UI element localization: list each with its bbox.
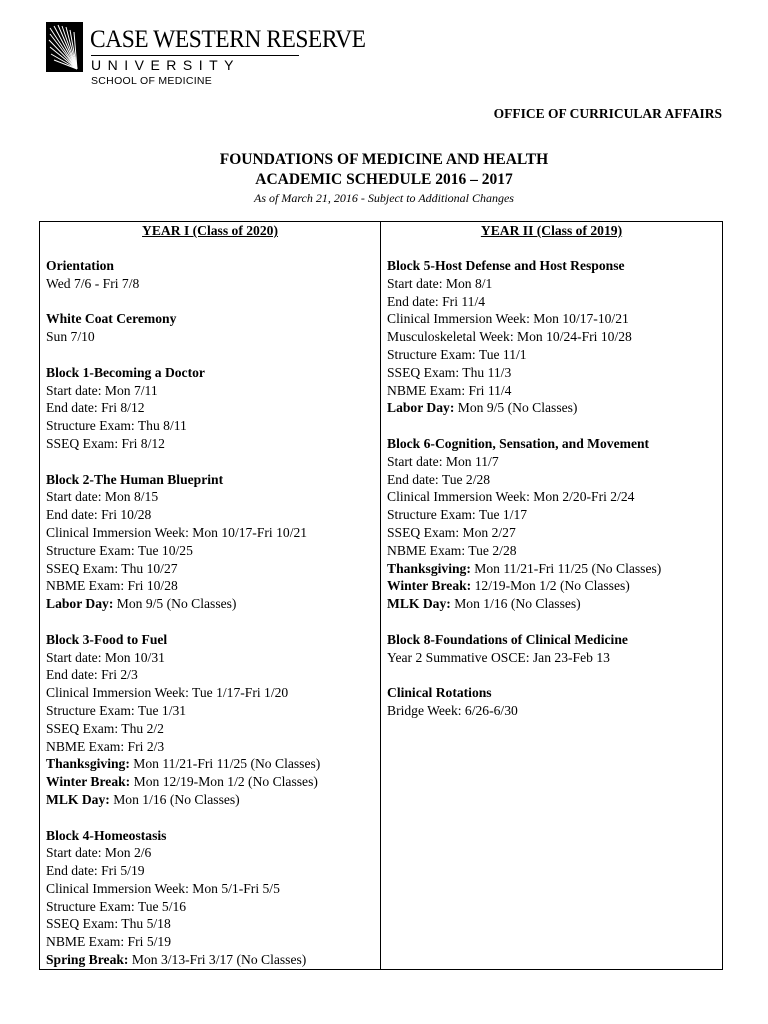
office-name: OFFICE OF CURRICULAR AFFAIRS <box>493 106 722 121</box>
schedule-line-text: Start date: Mon 10/31 <box>46 649 165 665</box>
schedule-line-text: Start date: Mon 8/15 <box>46 489 159 505</box>
block-title: Block 5-Host Defense and Host Response <box>387 258 625 273</box>
schedule-line-label: Thanksgiving: <box>46 756 130 772</box>
schedule-line <box>46 328 374 346</box>
schedule-block <box>387 435 716 613</box>
document-title-2: ACADEMIC SCHEDULE 2016 – 2017 <box>255 171 513 188</box>
schedule-block <box>46 364 374 453</box>
schedule-line-text: NBME Exam: Fri 10/28 <box>46 578 178 594</box>
schedule-line <box>46 951 374 969</box>
schedule-line <box>387 346 716 364</box>
schedule-line-text: SSEQ Exam: Thu 5/18 <box>46 916 171 932</box>
schedule-line <box>387 453 716 471</box>
block-title: Orientation <box>46 258 114 273</box>
schedule-line-text: Mon 9/5 (No Classes) <box>113 596 237 612</box>
schedule-line <box>387 560 716 578</box>
block-title: Block 6-Cognition, Sensation, and Movement <box>387 435 650 451</box>
schedule-line-text: End date: Fri 10/28 <box>46 507 152 523</box>
schedule-block <box>387 684 716 720</box>
year2-column <box>381 222 722 969</box>
schedule-line <box>46 862 374 880</box>
schedule-line-text: Mon 9/5 (No Classes) <box>454 400 578 416</box>
schedule-line-label: MLK Day: <box>46 791 110 807</box>
block-title: Block 4-Homeostasis <box>46 827 167 843</box>
block-title: Clinical Rotations <box>387 685 492 701</box>
block-title: White Coat Ceremony <box>46 311 177 327</box>
schedule-line <box>46 577 374 595</box>
schedule-line-text: Structure Exam: Tue 11/1 <box>387 346 527 362</box>
schedule-line <box>46 542 374 560</box>
schedule-line-text: Start date: Mon 11/7 <box>387 453 499 469</box>
schedule-line-label: Winter Break: <box>46 774 131 790</box>
schedule-line <box>46 435 374 453</box>
schedule-line-text: Mon 1/16 (No Classes) <box>109 791 240 807</box>
schedule-line-label: Spring Break: <box>46 952 129 968</box>
schedule-line <box>46 666 374 684</box>
schedule-line-text: End date: Tue 2/28 <box>387 471 491 487</box>
schedule-line <box>46 488 374 506</box>
schedule-block <box>387 257 716 417</box>
schedule-line <box>46 417 374 435</box>
schedule-line-text: Clinical Immersion Week: Tue 1/17-Fri 1/20 <box>46 685 289 701</box>
schedule-line-text: Structure Exam: Tue 1/31 <box>46 702 187 718</box>
schedule-line <box>46 755 374 773</box>
schedule-line-text: NBME Exam: Tue 2/28 <box>387 542 517 558</box>
schedule-line <box>46 720 374 738</box>
schedule-line-text: Structure Exam: Thu 8/11 <box>46 418 187 434</box>
schedule-table <box>39 221 723 970</box>
schedule-block <box>46 471 374 613</box>
schedule-line-text: Bridge Week: 6/26-6/30 <box>387 702 518 718</box>
schedule-line-text: SSEQ Exam: Thu 2/2 <box>46 720 164 736</box>
schedule-line <box>46 844 374 862</box>
schedule-line <box>46 275 374 293</box>
schedule-line <box>387 328 716 346</box>
schedule-line <box>46 880 374 898</box>
schedule-line-text: Structure Exam: Tue 5/16 <box>46 898 187 914</box>
schedule-line-label: Winter Break: <box>387 578 472 594</box>
schedule-line-text: Structure Exam: Tue 10/25 <box>46 542 193 558</box>
schedule-line <box>46 595 374 613</box>
schedule-line-label: MLK Day: <box>387 596 451 612</box>
year1-heading: YEAR I (Class of 2020) <box>142 223 278 238</box>
schedule-line-text: Mon 1/16 (No Classes) <box>450 596 581 612</box>
schedule-line-label: Labor Day: <box>387 400 455 416</box>
schedule-line-text: NBME Exam: Fri 2/3 <box>46 738 165 754</box>
schedule-line <box>387 649 716 667</box>
schedule-line-text: Wed 7/6 - Fri 7/8 <box>46 275 140 291</box>
schedule-line-text: 12/19-Mon 1/2 (No Classes) <box>471 578 630 594</box>
schedule-line-text: Mon 11/21-Fri 11/25 (No Classes) <box>470 560 662 576</box>
block-title: Block 2-The Human Blueprint <box>46 471 224 487</box>
schedule-block <box>46 827 374 969</box>
schedule-line <box>387 524 716 542</box>
schedule-line <box>387 382 716 400</box>
logo-university-word: UNIVERSITY <box>91 55 299 73</box>
schedule-line <box>387 702 716 720</box>
schedule-line <box>387 293 716 311</box>
schedule-line <box>387 399 716 417</box>
schedule-line <box>46 684 374 702</box>
schedule-line-text: Year 2 Summative OSCE: Jan 23-Feb 13 <box>387 649 610 665</box>
schedule-line <box>387 542 716 560</box>
schedule-line-text: Start date: Mon 2/6 <box>46 845 152 861</box>
document-title: FOUNDATIONS OF MEDICINE AND HEALTH <box>219 151 549 168</box>
schedule-block <box>387 631 716 667</box>
schedule-block <box>46 310 374 346</box>
schedule-line-text: Mon 11/21-Fri 11/25 (No Classes) <box>129 756 321 772</box>
schedule-line <box>46 560 374 578</box>
year1-column <box>40 222 381 969</box>
schedule-line <box>387 275 716 293</box>
block-title: Block 3-Food to Fuel <box>46 631 168 647</box>
logo-university-name: CASE WESTERN RESERVE <box>90 26 366 53</box>
schedule-block <box>46 257 374 293</box>
schedule-line-text: NBME Exam: Fri 11/4 <box>387 382 512 398</box>
schedule-line <box>46 702 374 720</box>
schedule-line <box>387 577 716 595</box>
schedule-line-text: Clinical Immersion Week: Mon 5/1-Fri 5/5 <box>46 880 280 896</box>
schedule-line-text: SSEQ Exam: Thu 11/3 <box>387 364 512 380</box>
schedule-line-text: Structure Exam: Tue 1/17 <box>387 507 528 523</box>
schedule-line <box>387 471 716 489</box>
schedule-line <box>46 898 374 916</box>
schedule-line-text: SSEQ Exam: Fri 8/12 <box>46 435 165 451</box>
schedule-line <box>46 399 374 417</box>
year2-blocks <box>387 257 716 720</box>
schedule-line-text: End date: Fri 5/19 <box>46 863 145 879</box>
schedule-line-text: Clinical Immersion Week: Mon 10/17-10/21 <box>387 311 629 327</box>
schedule-line <box>46 915 374 933</box>
year1-blocks <box>46 257 374 969</box>
schedule-line-label: Labor Day: <box>46 596 114 612</box>
schedule-line <box>387 595 716 613</box>
schedule-line <box>46 506 374 524</box>
schedule-line-text: SSEQ Exam: Mon 2/27 <box>387 524 516 540</box>
schedule-line-label: Thanksgiving: <box>387 560 471 576</box>
document-title-block <box>0 150 768 206</box>
block-title: Block 1-Becoming a Doctor <box>46 364 205 380</box>
schedule-line-text: Sun 7/10 <box>46 329 95 345</box>
university-logo <box>46 22 366 92</box>
schedule-line-text: End date: Fri 8/12 <box>46 400 145 416</box>
schedule-line-text: End date: Fri 11/4 <box>387 293 486 309</box>
schedule-line-text: Clinical Immersion Week: Mon 10/17-Fri 10/21 <box>46 524 308 540</box>
schedule-line-text: SSEQ Exam: Thu 10/27 <box>46 560 178 576</box>
schedule-line-text: Start date: Mon 7/11 <box>46 382 158 398</box>
logo-school-name: SCHOOL OF MEDICINE <box>91 75 213 87</box>
schedule-line <box>46 524 374 542</box>
schedule-line <box>46 649 374 667</box>
year2-heading: YEAR II (Class of 2019) <box>480 223 623 238</box>
schedule-line <box>46 738 374 756</box>
schedule-line-text: Start date: Mon 8/1 <box>387 275 493 291</box>
schedule-line-text: Clinical Immersion Week: Mon 2/20-Fri 2/24 <box>387 489 635 505</box>
schedule-line-text: NBME Exam: Fri 5/19 <box>46 934 171 950</box>
schedule-line <box>387 310 716 328</box>
schedule-line <box>387 364 716 382</box>
schedule-block <box>46 631 374 809</box>
schedule-line-text: Mon 3/13-Fri 3/17 (No Classes) <box>128 952 307 968</box>
schedule-line <box>46 382 374 400</box>
schedule-line <box>46 791 374 809</box>
schedule-line <box>46 773 374 791</box>
schedule-line <box>387 506 716 524</box>
block-title: Block 8-Foundations of Clinical Medicine <box>387 631 628 647</box>
schedule-line <box>387 488 716 506</box>
schedule-line <box>46 933 374 951</box>
schedule-line-text: Musculoskeletal Week: Mon 10/24-Fri 10/28 <box>387 329 632 345</box>
burst-logo-icon <box>46 22 83 72</box>
schedule-line-text: End date: Fri 2/3 <box>46 667 138 683</box>
schedule-line-text: Mon 12/19-Mon 1/2 (No Classes) <box>130 774 318 790</box>
document-subtitle: As of March 21, 2016 - Subject to Additional Changes <box>254 191 514 205</box>
